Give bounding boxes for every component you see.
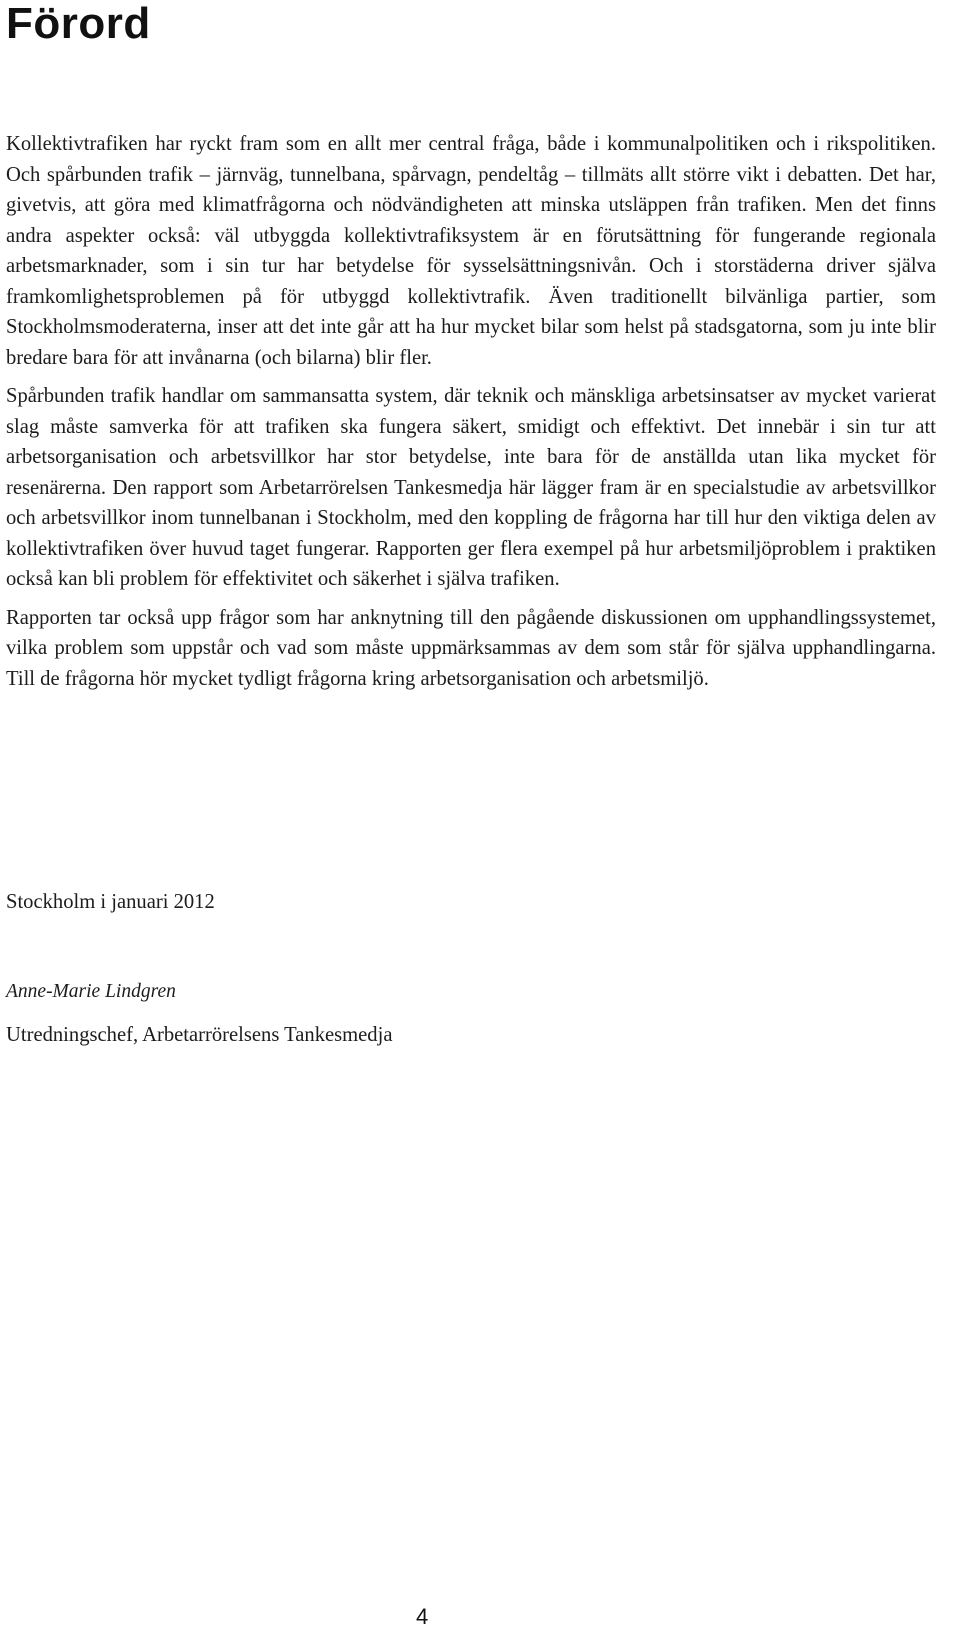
place-date: Stockholm i januari 2012 — [6, 891, 215, 913]
paragraph: Spårbunden trafik handlar om sammansatta system, där teknik och mänskliga arbetsinsatser av mycket varierat slag måste samverka för att trafiken ska fungera säkert, smidigt och effektivt. Det innebär i sin tur att arbetsorganisation och arbetsvillkor har stor betydelse, inte bara för de anställda utan lika mycket för resenärerna. Den rapport som Arbetarrörelsen Tankesmedja här lägger fram är en specialstudie av arbetsvillkor och arbetsvillkor inom tunnelbanan i Stockholm, med den koppling de frågorna har till hur den viktiga delen av kollektivtrafiken över huvud taget fungerar. Rapporten ger flera exempel på hur arbetsmiljöproblem i praktiken också kan bli problem för effektivitet och säkerhet i själva trafiken. — [6, 385, 936, 590]
paragraph: Kollektivtrafiken har ryckt fram som en allt mer central fråga, både i kommunalpolitiken och i rikspolitiken. Och spårbunden trafik – järnväg, tunnelbana, spårvagn, pendeltåg – tillmäts allt större vikt i debatten. Det har, givetvis, att göra med klimatfrågorna och nödvändigheten att minska utsläppen från trafiken. Men det finns andra aspekter också: väl utbyggda kollektivtrafiksystem är en förutsättning för fungerande regionala arbetsmarknader, som i sin tur har betydelse för sysselsättningsnivån. Och i storstäderna driver själva framkomlighetsproblemen på för utbyggd kollektivtrafik. Även traditionellt bilvänliga partier, som Stockholmsmoderaterna, inser att det inte går att ha hur mycket bilar som helst på stadsgatorna, som ju inte blir bredare bara för att invånarna (och bilarna) blir fler. — [6, 133, 936, 369]
author-signature: Anne-Marie Lindgren — [6, 981, 176, 1002]
paragraph: Rapporten tar också upp frågor som har anknytning till den pågående diskussionen om upphandlingssystemet, vilka problem som uppstår och vad som måste uppmärksammas av dem som står för själva upphandlingarna. Till de frågorna hör mycket tydligt frågorna kring arbetsorganisation och arbetsmiljö. — [6, 606, 936, 690]
body-text — [6, 129, 936, 702]
author-role: Utredningschef, Arbetarrörelsens Tankesmedja — [6, 1024, 393, 1046]
page-number: 4 — [416, 1604, 429, 1629]
page-title: Förord — [6, 0, 151, 48]
